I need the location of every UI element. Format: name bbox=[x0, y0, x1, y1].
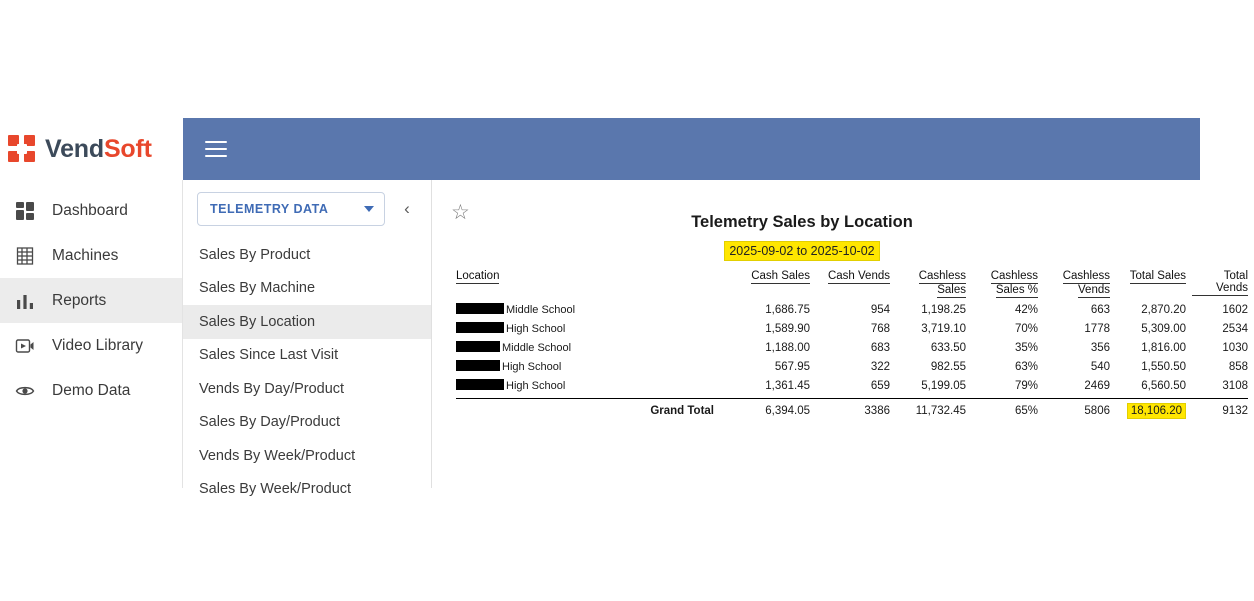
table-separator bbox=[432, 395, 1254, 402]
app-window bbox=[0, 118, 1248, 498]
report-item-label: Vends By Week/Product bbox=[199, 447, 356, 464]
grand-total-sales: 18,106.20 bbox=[1127, 403, 1186, 419]
col-cash-sales: Cash Sales bbox=[751, 270, 810, 282]
grand-total-row bbox=[432, 402, 1254, 420]
sidebar-item-demo-data[interactable] bbox=[0, 368, 182, 413]
col-cashless-vends: Cashless Vends bbox=[1062, 270, 1110, 296]
cell-cashless-vends: 540 bbox=[1090, 360, 1110, 373]
report-item-sales-by-machine[interactable] bbox=[183, 272, 431, 306]
chevron-down-icon bbox=[364, 206, 374, 212]
report-content bbox=[432, 180, 1248, 488]
chevron-left-icon[interactable]: ‹ bbox=[404, 199, 410, 218]
location-label: High School bbox=[506, 380, 566, 392]
grand-cashless-vends: 5806 bbox=[1084, 405, 1110, 417]
redacted-location-name bbox=[456, 322, 504, 333]
cell-cash-sales: 1,361.45 bbox=[765, 379, 810, 392]
brand-text-vend: Vend bbox=[45, 134, 104, 163]
video-icon bbox=[14, 335, 36, 357]
cell-total-vends: 1030 bbox=[1222, 341, 1248, 354]
col-cashless-sales-pct: Cashless Sales % bbox=[990, 270, 1038, 296]
cell-cashless-sales-pct: 79% bbox=[1014, 379, 1038, 392]
location-label: Middle School bbox=[502, 342, 572, 354]
report-item-sales-by-location[interactable] bbox=[183, 305, 431, 339]
cell-cashless-vends: 356 bbox=[1090, 341, 1110, 354]
cell-total-sales: 1,550.50 bbox=[1141, 360, 1186, 373]
app-body bbox=[0, 180, 1248, 498]
cell-cashless-vends: 663 bbox=[1090, 303, 1110, 316]
report-item-label: Vends By Day/Product bbox=[199, 380, 345, 397]
grand-total-vends: 9132 bbox=[1222, 405, 1248, 417]
cell-total-vends: 1602 bbox=[1222, 303, 1248, 316]
brand-text-soft: Soft bbox=[103, 134, 152, 163]
cell-total-sales: 2,870.20 bbox=[1141, 303, 1186, 316]
sidebar bbox=[0, 180, 183, 488]
cell-cashless-sales-pct: 35% bbox=[1014, 341, 1038, 354]
table-row[interactable] bbox=[432, 376, 1254, 395]
report-list bbox=[183, 238, 431, 506]
sales-by-location-table bbox=[432, 270, 1254, 420]
sidebar-item-label: Demo Data bbox=[52, 381, 131, 399]
cell-total-vends: 3108 bbox=[1222, 379, 1248, 392]
vendsoft-logo-icon bbox=[8, 135, 36, 163]
table-row[interactable] bbox=[432, 357, 1254, 376]
cell-cashless-sales: 982.55 bbox=[930, 360, 966, 373]
grand-cashless-sales: 11,732.45 bbox=[915, 405, 966, 417]
col-total-sales: Total Sales bbox=[1129, 270, 1186, 282]
sidebar-item-label: Dashboard bbox=[52, 201, 128, 219]
table-row[interactable] bbox=[432, 300, 1254, 319]
col-cashless-sales: Cashless Sales bbox=[918, 270, 966, 296]
report-category-label: TELEMETRY DATA bbox=[210, 202, 329, 216]
location-label: High School bbox=[506, 323, 566, 335]
cell-cash-sales: 567.95 bbox=[774, 360, 810, 373]
cell-cashless-sales: 1,198.25 bbox=[921, 303, 966, 316]
report-category-dropdown[interactable] bbox=[197, 192, 385, 226]
report-item-sales-by-day-product[interactable] bbox=[183, 406, 431, 440]
sidebar-item-video-library[interactable] bbox=[0, 323, 182, 368]
reports-panel-header bbox=[183, 180, 431, 238]
report-item-vends-by-day-product[interactable] bbox=[183, 372, 431, 406]
cell-cashless-sales-pct: 70% bbox=[1014, 322, 1038, 335]
cell-cashless-sales-pct: 42% bbox=[1014, 303, 1038, 316]
col-location: Location bbox=[456, 270, 500, 282]
eye-icon bbox=[14, 380, 36, 402]
top-bar-main bbox=[183, 118, 1200, 180]
report-item-label: Sales Since Last Visit bbox=[199, 347, 339, 364]
report-item-label: Sales By Product bbox=[199, 246, 311, 263]
brand-logo[interactable] bbox=[0, 118, 183, 180]
sidebar-item-machines[interactable] bbox=[0, 233, 182, 278]
redacted-location-name bbox=[456, 303, 504, 314]
reports-panel bbox=[183, 180, 432, 498]
location-label: Middle School bbox=[506, 304, 576, 316]
cell-cashless-vends: 1778 bbox=[1084, 322, 1110, 335]
report-item-label: Sales By Week/Product bbox=[199, 481, 352, 498]
cell-cashless-sales: 3,719.10 bbox=[921, 322, 966, 335]
cell-cashless-sales: 633.50 bbox=[930, 341, 966, 354]
hamburger-icon[interactable] bbox=[205, 141, 227, 157]
sidebar-item-dashboard[interactable] bbox=[0, 188, 182, 233]
table-row[interactable] bbox=[432, 338, 1254, 357]
table-row[interactable] bbox=[432, 319, 1254, 338]
sidebar-item-label: Video Library bbox=[52, 336, 144, 354]
date-range-badge: 2025-09-02 to 2025-10-02 bbox=[724, 241, 879, 261]
sidebar-item-label: Reports bbox=[52, 291, 107, 309]
cell-cashless-sales: 5,199.05 bbox=[921, 379, 966, 392]
grand-cash-vends: 3386 bbox=[864, 405, 890, 417]
cell-cash-sales: 1,686.75 bbox=[765, 303, 810, 316]
report-item-sales-by-product[interactable] bbox=[183, 238, 431, 272]
cell-total-sales: 6,560.50 bbox=[1141, 379, 1186, 392]
cell-cashless-vends: 2469 bbox=[1084, 379, 1110, 392]
location-label: High School bbox=[502, 361, 562, 373]
table-header-row bbox=[432, 270, 1254, 300]
cell-total-vends: 858 bbox=[1228, 360, 1248, 373]
sidebar-item-reports[interactable] bbox=[0, 278, 182, 323]
page-title: Telemetry Sales by Location bbox=[691, 213, 913, 231]
brand-text bbox=[45, 135, 152, 164]
cell-total-sales: 5,309.00 bbox=[1141, 322, 1186, 335]
star-icon[interactable]: ☆ bbox=[451, 201, 470, 224]
sidebar-item-label: Machines bbox=[52, 246, 119, 264]
redacted-location-name bbox=[456, 341, 500, 352]
date-range-container bbox=[432, 242, 1200, 260]
cell-total-sales: 1,816.00 bbox=[1141, 341, 1186, 354]
cell-cash-vends: 683 bbox=[870, 341, 890, 354]
report-item-sales-by-week-product[interactable] bbox=[183, 473, 431, 507]
col-total-vends: Total Vends bbox=[1192, 270, 1254, 300]
building-icon bbox=[14, 245, 36, 267]
bar-chart-icon bbox=[14, 290, 36, 312]
dashboard-icon bbox=[14, 200, 36, 222]
cell-cash-vends: 768 bbox=[870, 322, 890, 335]
report-item-label: Sales By Location bbox=[199, 313, 316, 330]
grand-total-label: Grand Total bbox=[650, 405, 714, 417]
report-item-label: Sales By Day/Product bbox=[199, 414, 341, 431]
col-cash-vends: Cash Vends bbox=[827, 270, 890, 282]
report-item-label: Sales By Machine bbox=[199, 280, 316, 297]
report-item-sales-since-last-visit[interactable] bbox=[183, 339, 431, 373]
grand-cash-sales: 6,394.05 bbox=[765, 405, 810, 417]
grand-cashless-sales-pct: 65% bbox=[1014, 405, 1038, 417]
cell-cash-vends: 659 bbox=[870, 379, 890, 392]
redacted-location-name bbox=[456, 360, 500, 371]
report-item-vends-by-week-product[interactable] bbox=[183, 439, 431, 473]
cell-total-vends: 2534 bbox=[1222, 322, 1248, 335]
cell-cashless-sales-pct: 63% bbox=[1014, 360, 1038, 373]
cell-cash-sales: 1,589.90 bbox=[765, 322, 810, 335]
cell-cash-vends: 954 bbox=[870, 303, 890, 316]
cell-cash-vends: 322 bbox=[870, 360, 890, 373]
redacted-location-name bbox=[456, 379, 504, 390]
top-bar bbox=[0, 118, 1200, 180]
cell-cash-sales: 1,188.00 bbox=[765, 341, 810, 354]
